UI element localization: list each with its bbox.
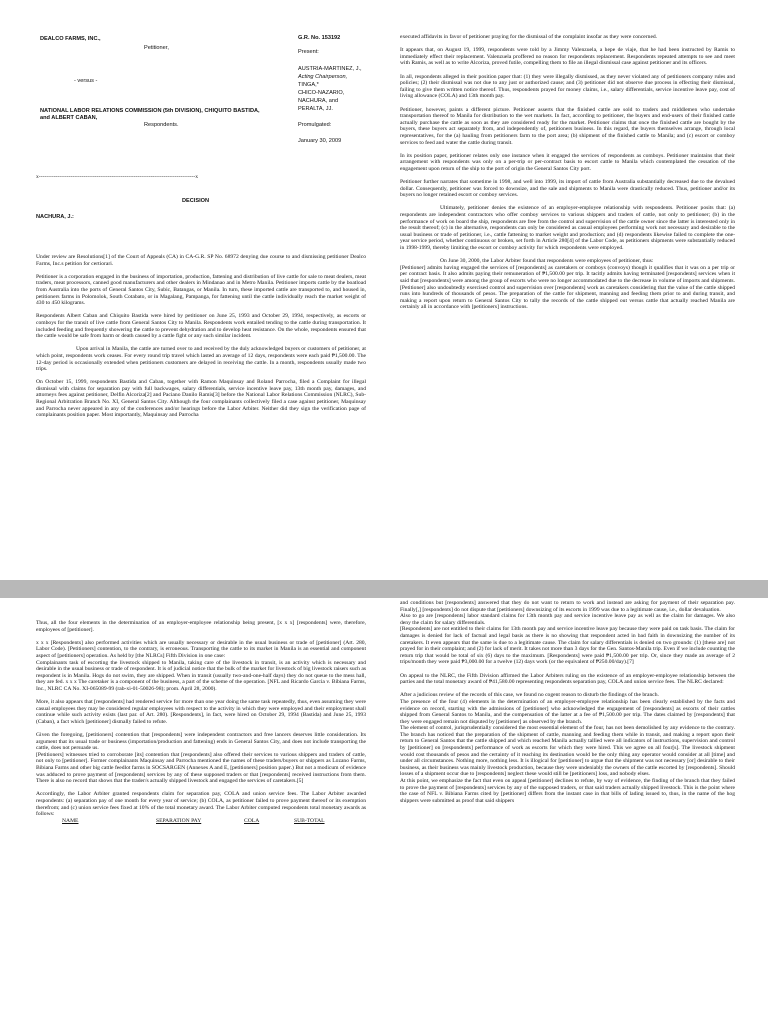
paragraph: It appears that, on August 19, 1999, respondents were told by a Jimmy Valenzuela, a hepe de viaje, that he had been instructed by Ramis to immediately effect their replacement. Valenzuela proffered no reason for respondents replacement. Respondents repeated attempts to see and meet with Ramis, as well as to write Alcoriza, proved futile, compelling them to file an illegal dismissal case against petitioner and its officers. [400,47,735,67]
paragraph: [Petitioners] witnesses tried to corroborate [its] contention that [respondents] also offered their services to various shippers and traders of cattle, not only to [petitioner]. Former complainants Maquinsay and Parrocha mentioned the names of these traders/buyers or shippers as Lozano Farms, Bibiana Farms and other big cattle feedlot farms in SOCSARGEN (Annexes A and E, [petitioners] position paper.) But not a modicum of evidence was adduced to prove payment of [respondents] services by any of these supposed traders or that [respondents] received instructions from them. There is also no record that shows that the trader/s actually shipped livestock and engaged the services of caretakers.[5] [36,751,366,785]
paragraph: Petitioner, however, paints a different picture. Petitioner asserts that the finished cattle are sold to traders and middlemen who undertake transportation thereof to Manila for distribution to the wet markets. In fact, according to petitioner, the buyers and end-users of their finished cattle actually purchase the cattle as soon as they are considered ready for the market. Petitioner claims that once the finished cattle are bought by the buyers, these buyers act separately from, and independently of, petitioners business. In this regard, the buyers themselves arrange, through local representatives, for the (a) hauling from petitioners farm to the port area; (b) shipment of the finished cattle to Manila; and (c) escort or comboy services to feed and water the cattle during transit. [400,106,735,146]
paragraph: Petitioner further narrates that sometime in 1998, and well into 1999, its import of cattle from Australia substantially decreased due to the devalued dollar. Consequently, petitioner was forced to downsize, and the sale and shipments to Manila were drastically reduced. Thus, petitioner and/or its buyers no longer retained escort or comboy services. [400,179,735,199]
paragraph: Thus, all the four elements in the determination of an employer-employee relationship being present, [x x x] [respondents] were, therefore, employees of [petitioner]. [36,620,366,633]
respondents-role: Respondents. [144,121,179,128]
paragraph: Respondents Albert Caban and Chiquito Bastida were hired by petitioner on June 25, 1993 and October 29, 1994, respectively, as escorts or comboys for the transit of live cattle from General Santos City to Manila. Respondents work entailed tending to the cattle during transportation. It included feeding and frequently showering the cattle to prevent dehydration and to develop heat resistance. On the whole, respondents ensured that the cattle would be safe from harm or death caused by a cattle fight or any such similar incident. [36,313,366,340]
paragraph: More, it also appears that [respondents] had rendered service for more than one year doing the same task repeatedly, thus, even assuming they were casual employees they may be considered regular employees with respect to the activity in which they were employed and their employment shall continue while such activity exists (last par. of Art. 280). [Respondents], in fact, were hired on October 29, 1994 (Bastida) and June 25, 1993 (Caban), a fact which [petitioner] dismally failed to refute. [36,699,366,725]
decision-title: DECISION [182,198,210,204]
paragraph: After a judicious review of the records of this case, we found no cogent reason to disturb the findings of the branch. [400,692,659,699]
paragraph: executed affidavits in favor of petitioner praying for the dismissal of the complaint insofar as they were concerned. [400,34,658,40]
document-page-2 [0,598,768,1024]
justice-item: NACHURA, and [298,98,339,105]
paragraph: Upon arrival in Manila, the cattle are turned over to and received by the duly acknowledged buyers or customers of petitioner, at which point, respondents work ceases. For every round trip travel which lasted an average of 12 days, respondents were each paid ₱1,500.00. The 12-day period is occasionally extended when petitioners customers are delayed in receiving the cattle. In a month, respondents usually made two trips. [36,346,366,373]
promulgation-date: January 30, 2009 [298,137,342,144]
paragraph: The element of control, jurisprudentially considered the most essential element of the four, has not been demolished by any evidence to the contrary. The branch has noticed that the preparation of the shipment of cattle, manning and feeding them while in transit, and making a report upon their return to General Santos that the cattle shipped and which reached Manila actually tallied were all indicators of instructions, supervision and control by [petitioner] on [respondents] performance of work as escorts for which they were hired. This we agree on all four[s]. The livestock shipment would cost thousands of pesos and the certainty of it reaching its destination would be the only thing any operator would consider at all [time] and under all circumstances. Nothing more, nothing less. It is illogical for [petitioner] to argue that the shipment was not necessary [or] desirable to their business, as their business was mainly livestock production, because they were undeniably the owners of the cattle escorted by [respondents]. Should losses of a shipment occur due to [respondents] neglect these would still be [petitioners] loss, and nobody elses. [400,725,735,778]
paragraph: Also to go are [respondents] labor standard claims for 13th month pay and service incentive leave pay as well as the claim for damages. We also deny the claim for salary differentials. [400,613,735,626]
table-header-cola: COLA [244,817,260,824]
paragraph: Petitioner is a corporation engaged in the business of importation, production, fattening and distribution of live cattle for sale to meat dealers, meat traders, meat processors, canned good manufacturers and other dealers in Mindanao and in Metro Manila. Petitioner imports cattle by the boatload from Australia into the ports of General Santos City, Subic, Batangas, or Manila. In turn, these imported cattle are transported to, and housed in, petitioners farms in Polomolok, South Cotabato, or in Magalang, Pampanga, for fattening until the cattle individually reach the market weight of 430 to 450 kilograms. [36,273,366,307]
justice-item: AUSTRIA-MARTINEZ, J., [298,66,362,73]
paragraph: Given the foregoing, [petitioners] contention that [respondents] were independent contractors and free lancers deserves little consideration. Its argument that its usual trade or business (importation/production and fattening) ends in General Santos City, and does not include transporting the cattle, does not persuade us. [36,732,366,752]
paragraph: x x x [Respondents] also performed activities which are usually necessary or desirable in the usual business or trade of [petitioner] (Art. 280, Labor Code). [Petitioners] contention, to the contrary, is erroneous. Transporting the cattle to its market in Manila is an essential and component aspect of [petitioners] operation. As held by [the NLRCs] Fifth Division in one case: [36,639,366,659]
versus-label: - versus - [74,77,98,84]
paragraph: At this point, we emphasize the fact that even on appeal [petitioner] declines to refute, by way of evidence, the finding of the branch that they failed to prove the payment of [respondents] services by any of the supposed traders, or that said traders actually shipped livestock. This is the point where the case of NFL v. Bibiana Farms cited by [petitioner] differs from the instant case in that bills of lading issued to, thus, in the name of the hog shippers were submitted as proof that said shippers [400,778,735,804]
paragraph: and conditions but [respondents] answered that they do not want to return to work and instead are asking for payment of their separation pay. Finally[,] [respondents] do not dispute that [petitioners] downsizing of its escorts in 1999 was due to a legitimate cause, i.e., dollar devaluation. [400,600,735,613]
paragraph: Ultimately, petitioner denies the existence of an employer-employee relationship with respondents. Petitioner posits that: (a) respondents are independent contractors who offer comboy services to various shippers and traders of cattle, not only to petitioner; (b) in the performance of work on board the ship, respondents are free from the control and supervision of the cattle owner since the latter is interested only in the result thereof; (c) in the alternative, respondents can only be considered as casual employees performing work not necessary and desirable to the usual business or trade of petitioner, i.e., cattle fattening to market weight and production; and (d) respondents likewise failed to complete the one-year service period, whether continuous or broken, set forth in Article 280[4] of the Labor Code, as petitioners shipments were substantially reduced in 1998-1999, thereby limiting the escort or comboy activity for which respondents were employed. [400,205,735,251]
paragraph: Under review are Resolutions[1] of the Court of Appeals (CA) in CA-G.R. SP No. 68972 denying due course to and dismissing petitioner Dealco Farms, Inc.s petition for certiorari. [36,254,366,267]
page2-right-column [400,600,735,804]
respondents-name: NATIONAL LABOR RELATIONS COMMISSION (5th DIVISION), CHIQUITO BASTIDA, and ALBERT CABAN, [40,108,260,122]
justice-item: CHICO-NAZARIO, [298,90,345,97]
paragraph: In all, respondents alleged in their position paper that: (1) they were illegally dismissed, as they never violated any of petitioners company rules and policies; (2) their dismissal was not due to any just or authorized cause; and (3) petitioner did not observe due process in effecting their dismissal, failing to give them written notice thereof. Thus, respondents prayed for money claims, i.e., salary differentials, service incentive leave pay, cost of living allowance (COLA) and 13th month pay. [400,73,735,100]
table-header-subtotal: SUB-TOTAL [294,817,325,824]
justice-item: Acting Chairperson, [298,74,348,81]
award-table-header [36,818,366,825]
paragraph: On appeal to the NLRC, the Fifth Division affirmed the Labor Arbiters ruling on the existence of an employer-employee relationship between the parties and the total monetary award of ₱41,580.00 representing respondents separation pay, COLA and union service fees. The NLRC declared: [400,672,735,686]
page2-left-column [36,620,366,824]
paragraph: The presence of the four (4) elements in the determination of an employer-employee relationship has been clearly established by the facts and evidence on record, starting with the admissions of [petitioner] who acknowledged the engagement of [respondents] as escorts of their cattles shipped from General Santos to Manila, and the compensation of the latter at a fee of ₱1,500.00 per trip. The dates claimed by [respondents] that they were engaged remain not disputed by [petitioner] as observed by the branch. [400,698,735,725]
justice-item: PERALTA, JJ. [298,106,333,113]
table-header-separation-pay: SEPARATION PAY [156,817,202,824]
paragraph: Complainants task of escorting the livestock shipped to Manila, taking care of the livestock in transit, is an activity which is necessary and desirable in the usual business or trade of respondent. It is of judicial notice that the bulk of the market for livestock of big livestock raisers such as respondent is in Manila. Hogs do not swim, they are shipped. When in transit (usually two-and-one-half days) they do not queue to the mess hall, they are fed. x x x The caretaker is a component of the business, a part of the scheme of the operation. [NFL and Ricardo Garcia v. Bibiana Farms, Inc., NLRC CA No. XI-065089-99 (rab-xi-01-50026-98); prom. April 28, 2000). [36,659,366,692]
paragraph: On October 15, 1999, respondents Bastida and Caban, together with Ramon Maquinsay and Roland Parrocha, filed a Complaint for illegal dismissal with claims for separation pay with full backwages, salary differentials, service incentive leave pay, 13th month pay, damages, and attorneys fees against petitioner, Delfin Alcoriza[2] and Paciano Danilo Ramis[3] before the National Labor Relations Commission (NLRC), Sub-Regional Arbitration Branch No. XI, General Santos City. Although the four complainants collectively filed a case against petitioner, Maquinsay and Parrocha never appeared in any of the conferences and/or hearings before the Labor Arbiter. Neither did they sign the verification page of complainants position paper. Most importantly, Maquinsay and Parrocha [36,379,366,419]
paragraph: On June 30, 2000, the Labor Arbiter found that respondents were employees of petitioner, thus: [440,258,654,265]
petitioner-name: DEALCO FARMS, INC., [40,36,101,42]
paragraph: Accordingly, the Labor Arbiter granted respondents claim for separation pay, COLA and union service fees. The Labor Arbiter awarded respondents: (a) separation pay of one month for every year of service; (b) COLA, as petitioner failed to prove payment thereof or its exemption therefrom; and (c) union service fees fixed at 10% of the total monetary award. The Labor Arbiter computed respondents total monetary awards as follows: [36,791,366,818]
page1-left-column [36,254,366,425]
quoted-paragraph: [Petitioner] admits having engaged the services of [respondents] as caretakers or comboys (convoys) though it qualifies that it was on a per trip or per contract basis. It also admits paying their remuneration of ₱1,500.00 per trip. It tacitly admits having terminated [respondents] services when it said that [respondents] were among the group of escorts who were no longer accommodated due to the decrease in volume of imports and shipments. [Petitioner] also undoubtedly exercised control and supervision over [respondents] work as caretakers considering that the value of the cattle shipped runs into hundreds of thousands of pesos. The preparation of the cattle for shipment, manning and feeding them prior to and during transit, and making a report upon return to General Santos City to tally the records of the cattle shipped out versus cattle that actually reached Manila are certainly all in accordance with [petitioners] instructions. [400,264,735,311]
petitioner-role: Petitioner, [144,44,169,51]
decision-author: NACHURA, J.: [36,214,74,220]
paragraph: [Respondents] are not entitled to their claims for 13th month pay and service incentive leave pay because they were paid on task basis. The claim for damages is denied for lack of factual and legal basis as there is no showing that respondent acted in bad faith in downsizing the number of its caretakers. It even appears that the same is due to a legitimate cause. The claim for salary differentials is denied on two grounds: (1) [these are] not prayed for in their complaint; and (2) for lack of merit. It takes not more than 3 days for the Gen. Santos-Manila trip. Even if we include counting the return trip that would be total of six (6) days to the maximum. [Respondents] were paid ₱1,500.00 per trip. Or, since they made an average of 2 trips/month they were paid ₱3,000.00 for a twelve (12) days work (or the equivalent of ₱250.00/day).[7] [400,626,735,666]
justices-list [298,65,362,113]
present-label: Present: [298,48,319,55]
page1-right-column [400,34,735,318]
caption-left [40,36,270,129]
justice-item: TINGA,* [298,82,319,89]
caption-right [298,34,362,146]
gr-number: G.R. No. 153192 [298,35,341,41]
caption-separator: x------------------------------------------------------------------------------------x [36,174,199,180]
promulgated-label: Promulgated: [298,122,332,129]
table-header-name: NAME [62,817,79,824]
paragraph: In its position paper, petitioner relates only one instance when it engaged the services of respondents as comboys. Petitioner maintains that their arrangement with respondents was only on a per-trip or per-contract basis to escort cattle to Manila which contemplated the cessation of the engagement upon return of the ship to the port of origin the General Santos City port. [400,152,735,172]
